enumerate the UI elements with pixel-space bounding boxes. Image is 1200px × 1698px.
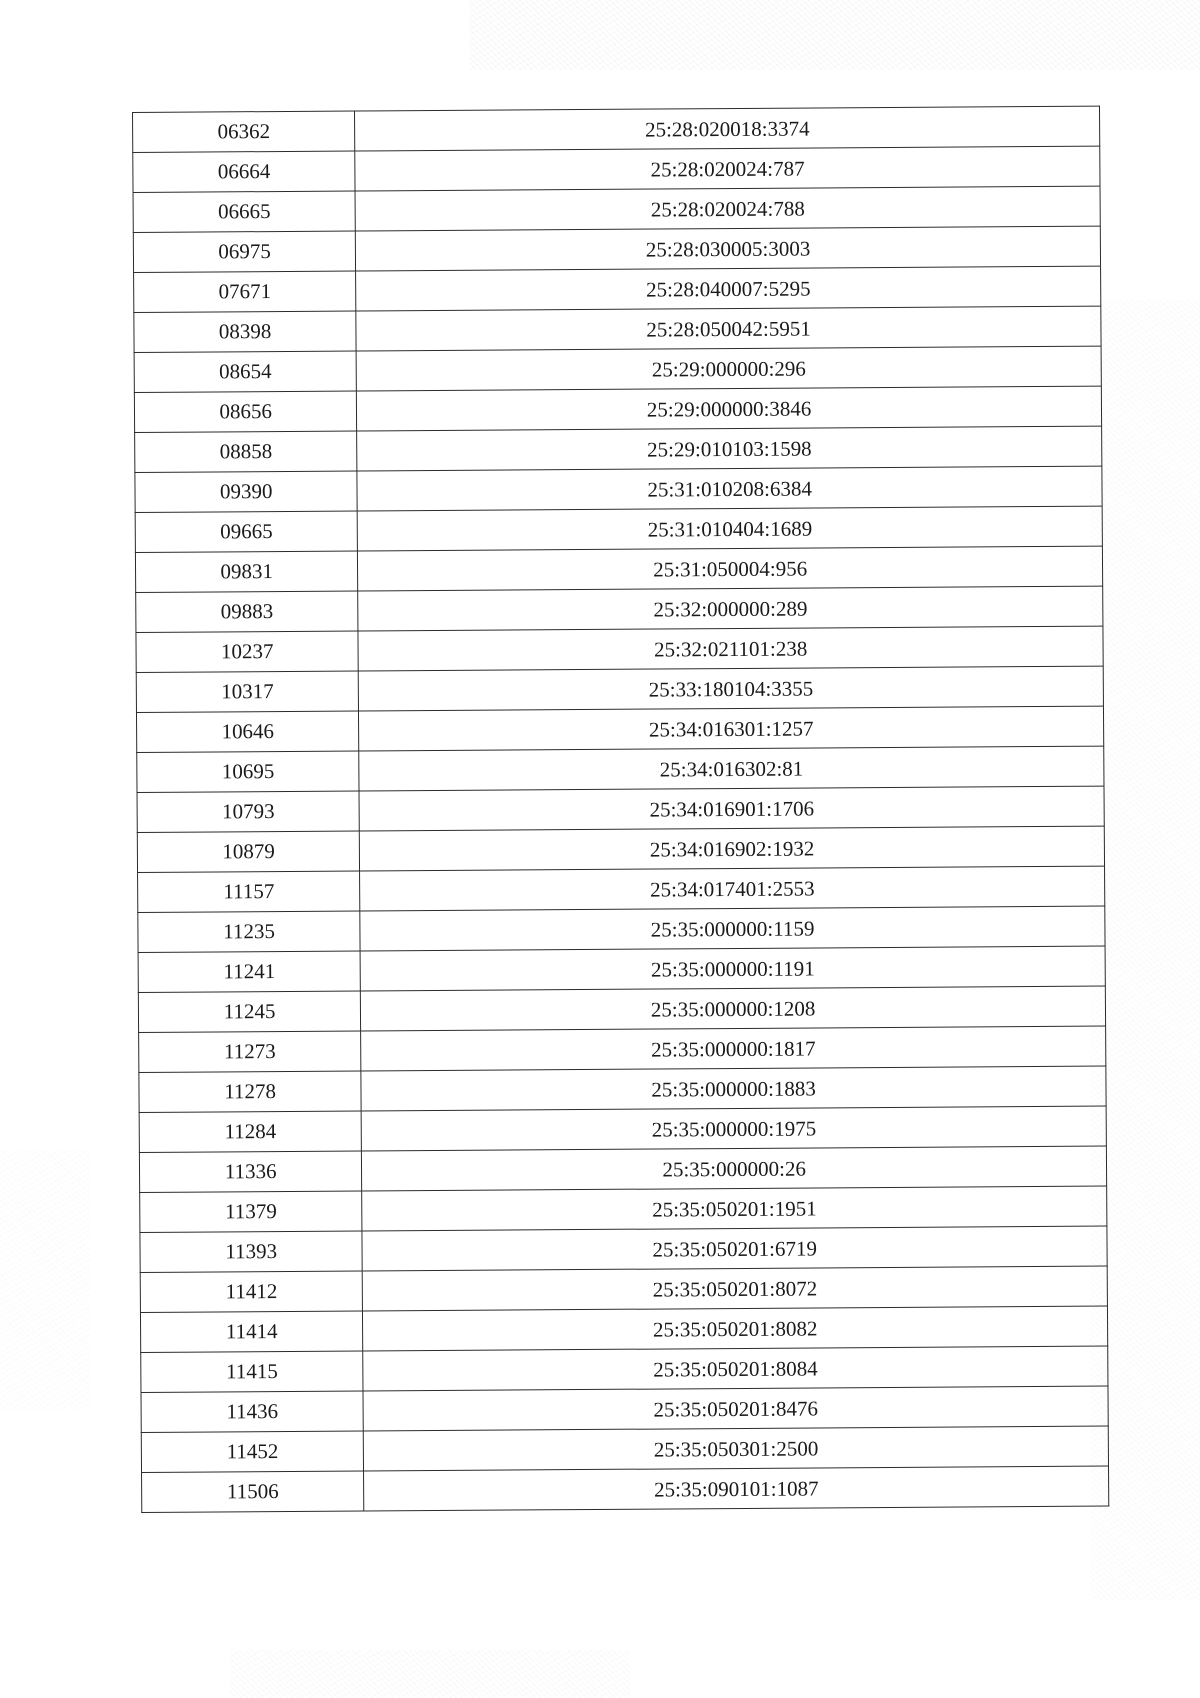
table-row [138, 906, 1105, 952]
cadastral-number-cell: 25:35:050201:8084 [363, 1346, 1108, 1391]
cadastral-number-cell: 25:34:016302:81 [359, 746, 1104, 791]
row-number-cell: 11436 [141, 1391, 364, 1432]
cadastral-number-cell: 25:35:050201:8476 [363, 1386, 1108, 1431]
row-number-cell: 10317 [136, 671, 359, 712]
cadastral-number-cell: 25:31:010208:6384 [357, 466, 1102, 511]
cadastral-number-cell: 25:34:016902:1932 [360, 826, 1105, 871]
cadastral-number-cell: 25:35:050201:6719 [362, 1226, 1107, 1271]
cadastral-number-cell: 25:35:000000:1883 [361, 1066, 1106, 1111]
row-number-cell: 08858 [135, 431, 358, 472]
table-row [134, 266, 1101, 312]
row-number-cell: 09665 [135, 511, 358, 552]
row-number-cell: 10793 [137, 791, 360, 832]
scan-noise-bottom [230, 1650, 630, 1698]
row-number-cell: 08398 [134, 311, 357, 352]
cadastral-number-cell: 25:28:020024:787 [355, 146, 1100, 191]
table-row [137, 786, 1104, 832]
table-row [138, 866, 1105, 912]
row-number-cell: 06665 [133, 191, 356, 232]
table-row [135, 506, 1102, 552]
table-row [141, 1426, 1108, 1472]
cadastral-number-cell: 25:35:000000:26 [362, 1146, 1107, 1191]
cadastral-number-cell: 25:35:050201:8072 [363, 1266, 1108, 1311]
table-row [139, 1106, 1106, 1152]
row-number-cell: 11506 [142, 1471, 365, 1512]
cadastral-number-cell: 25:34:016301:1257 [359, 706, 1104, 751]
cadastral-number-cell: 25:35:050301:2500 [364, 1426, 1109, 1471]
cadastral-number-cell: 25:28:030005:3003 [356, 226, 1101, 271]
cadastral-number-cell: 25:28:040007:5295 [356, 266, 1101, 311]
row-number-cell: 09831 [135, 551, 358, 592]
cadastral-number-cell: 25:35:000000:1208 [361, 986, 1106, 1031]
cadastral-number-cell: 25:33:180104:3355 [359, 666, 1104, 711]
row-number-cell: 10695 [137, 751, 360, 792]
row-number-cell: 11379 [140, 1191, 363, 1232]
row-number-cell: 07671 [134, 271, 357, 312]
table-row [141, 1386, 1108, 1432]
cadastral-number-cell: 25:35:050201:1951 [362, 1186, 1107, 1231]
row-number-cell: 11414 [140, 1311, 363, 1352]
scan-noise-top [470, 0, 1200, 70]
scan-noise-left [0, 1150, 90, 1410]
cadastral-number-cell: 25:31:050004:956 [358, 546, 1103, 591]
table-row [133, 106, 1100, 152]
table-row [140, 1266, 1107, 1312]
table-row [135, 466, 1102, 512]
cadastral-number-cell: 25:35:050201:8082 [363, 1306, 1108, 1351]
row-number-cell: 10237 [136, 631, 359, 672]
row-number-cell: 10879 [137, 831, 360, 872]
table-row [133, 146, 1100, 192]
table-row [140, 1306, 1107, 1352]
row-number-cell: 11393 [140, 1231, 363, 1272]
row-number-cell: 08654 [134, 351, 357, 392]
row-number-cell: 09390 [135, 471, 358, 512]
row-number-cell: 09883 [136, 591, 359, 632]
row-number-cell: 11452 [141, 1431, 364, 1472]
row-number-cell: 10646 [136, 711, 359, 752]
cadastral-number-cell: 25:32:000000:289 [358, 586, 1103, 631]
table-row [134, 386, 1101, 432]
table-row [133, 226, 1100, 272]
table-row [136, 626, 1103, 672]
cadastral-number-cell: 25:29:000000:296 [356, 346, 1101, 391]
table-row [135, 426, 1102, 472]
cadastral-number-cell: 25:35:000000:1159 [360, 906, 1105, 951]
cadastral-number-cell: 25:32:021101:238 [358, 626, 1103, 671]
row-number-cell: 11278 [139, 1071, 362, 1112]
cadastral-table [132, 106, 1109, 1513]
cadastral-number-cell: 25:35:000000:1191 [360, 946, 1105, 991]
row-number-cell: 06362 [133, 111, 356, 152]
row-number-cell: 06664 [133, 151, 356, 192]
table-row [136, 666, 1103, 712]
table-row [138, 986, 1105, 1032]
table-row [135, 546, 1102, 592]
row-number-cell: 06975 [133, 231, 356, 272]
table-body [133, 106, 1109, 1512]
table-row [137, 826, 1104, 872]
cadastral-number-cell: 25:28:020024:788 [355, 186, 1100, 231]
cadastral-number-cell: 25:34:016901:1706 [359, 786, 1104, 831]
table-row [139, 1026, 1106, 1072]
table-row [134, 346, 1101, 392]
cadastral-number-cell: 25:28:050042:5951 [356, 306, 1101, 351]
cadastral-number-cell: 25:34:017401:2553 [360, 866, 1105, 911]
row-number-cell: 11273 [139, 1031, 362, 1072]
row-number-cell: 11415 [141, 1351, 364, 1392]
row-number-cell: 08656 [134, 391, 357, 432]
table-row [140, 1186, 1107, 1232]
cadastral-number-cell: 25:35:000000:1975 [361, 1106, 1106, 1151]
row-number-cell: 11241 [138, 951, 361, 992]
row-number-cell: 11284 [139, 1111, 362, 1152]
table-row [139, 1066, 1106, 1112]
table-row [140, 1226, 1107, 1272]
cadastral-number-cell: 25:28:020018:3374 [355, 106, 1100, 151]
table-row [139, 1146, 1106, 1192]
cadastral-number-cell: 25:31:010404:1689 [357, 506, 1102, 551]
table-row [141, 1346, 1108, 1392]
table-row [134, 306, 1101, 352]
cadastral-number-cell: 25:35:090101:1087 [364, 1466, 1109, 1511]
row-number-cell: 11235 [138, 911, 361, 952]
row-number-cell: 11336 [139, 1151, 362, 1192]
table-row [137, 746, 1104, 792]
table-row [142, 1466, 1109, 1512]
cadastral-number-cell: 25:35:000000:1817 [361, 1026, 1106, 1071]
table-row [136, 586, 1103, 632]
table-row [133, 186, 1100, 232]
row-number-cell: 11412 [140, 1271, 363, 1312]
row-number-cell: 11157 [138, 871, 361, 912]
cadastral-number-cell: 25:29:000000:3846 [357, 386, 1102, 431]
cadastral-number-cell: 25:29:010103:1598 [357, 426, 1102, 471]
table-row [138, 946, 1105, 992]
row-number-cell: 11245 [138, 991, 361, 1032]
table-row [136, 706, 1103, 752]
